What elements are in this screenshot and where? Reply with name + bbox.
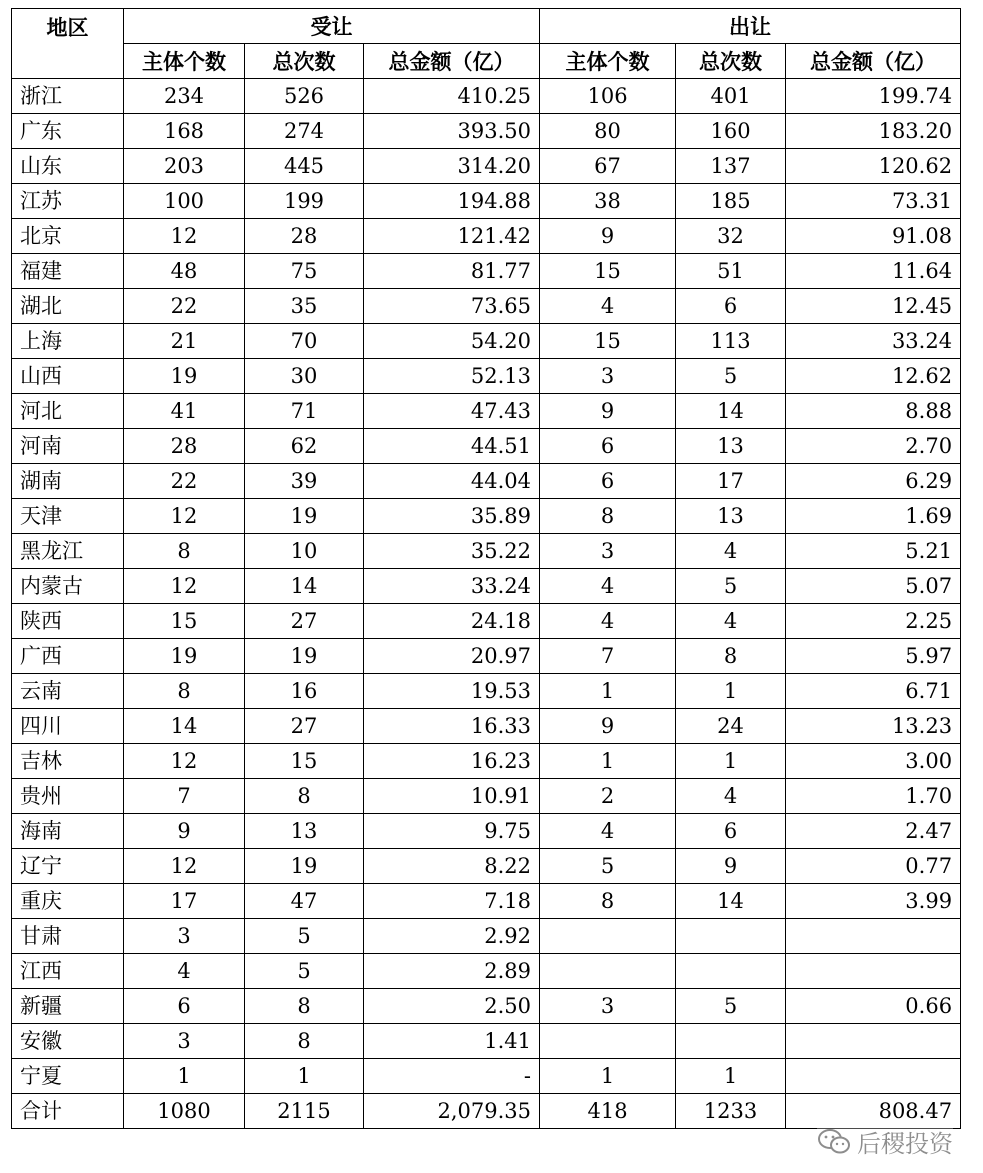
cell-out-entities: 106 xyxy=(540,79,676,114)
cell-out-count: 401 xyxy=(676,79,786,114)
cell-out-amount: 808.47 xyxy=(786,1094,961,1129)
watermark-text: 后稷投资 xyxy=(857,1130,953,1158)
cell-in-amount: 44.51 xyxy=(364,429,540,464)
cell-out-entities: 1 xyxy=(540,744,676,779)
cell-in-amount: 81.77 xyxy=(364,254,540,289)
cell-out-amount: 120.62 xyxy=(786,149,961,184)
table-row xyxy=(12,79,961,114)
cell-in-amount: 47.43 xyxy=(364,394,540,429)
cell-out-amount xyxy=(786,954,961,989)
cell-in-amount: 44.04 xyxy=(364,464,540,499)
table-row xyxy=(12,814,961,849)
cell-out-count: 5 xyxy=(676,359,786,394)
wechat-icon xyxy=(817,1128,851,1156)
cell-in-amount: 9.75 xyxy=(364,814,540,849)
cell-out-count: 51 xyxy=(676,254,786,289)
cell-in-count: 75 xyxy=(245,254,364,289)
table-row xyxy=(12,254,961,289)
cell-region: 河南 xyxy=(12,429,124,464)
table-row xyxy=(12,1059,961,1094)
cell-in-count: 10 xyxy=(245,534,364,569)
cell-in-amount: 121.42 xyxy=(364,219,540,254)
cell-out-count: 17 xyxy=(676,464,786,499)
cell-in-amount: 2,079.35 xyxy=(364,1094,540,1129)
cell-region: 宁夏 xyxy=(12,1059,124,1094)
cell-out-amount: 11.64 xyxy=(786,254,961,289)
table-row xyxy=(12,989,961,1024)
table-row xyxy=(12,674,961,709)
cell-region: 合计 xyxy=(12,1094,124,1129)
cell-region: 重庆 xyxy=(12,884,124,919)
cell-in-amount: 52.13 xyxy=(364,359,540,394)
cell-out-entities: 3 xyxy=(540,534,676,569)
header-row-columns xyxy=(12,44,961,79)
cell-out-count: 1 xyxy=(676,744,786,779)
cell-region: 天津 xyxy=(12,499,124,534)
cell-in-count: 526 xyxy=(245,79,364,114)
cell-in-count: 13 xyxy=(245,814,364,849)
cell-in-entities: 3 xyxy=(124,1024,245,1059)
cell-out-count: 137 xyxy=(676,149,786,184)
cell-out-amount: 2.25 xyxy=(786,604,961,639)
table-row xyxy=(12,569,961,604)
cell-out-amount: 5.07 xyxy=(786,569,961,604)
cell-out-amount: 2.70 xyxy=(786,429,961,464)
cell-out-amount: 73.31 xyxy=(786,184,961,219)
table-row xyxy=(12,534,961,569)
cell-out-count: 113 xyxy=(676,324,786,359)
cell-out-count: 1233 xyxy=(676,1094,786,1129)
cell-region: 河北 xyxy=(12,394,124,429)
cell-out-entities: 4 xyxy=(540,289,676,324)
table-row xyxy=(12,884,961,919)
cell-out-amount: 6.71 xyxy=(786,674,961,709)
table-row xyxy=(12,464,961,499)
cell-in-amount: 7.18 xyxy=(364,884,540,919)
cell-out-count: 6 xyxy=(676,814,786,849)
cell-in-amount: 314.20 xyxy=(364,149,540,184)
cell-in-amount: 393.50 xyxy=(364,114,540,149)
header-out-amount: 总金额（亿） xyxy=(786,44,961,79)
header-out-entities: 主体个数 xyxy=(540,44,676,79)
cell-out-amount xyxy=(786,1024,961,1059)
cell-out-entities: 6 xyxy=(540,464,676,499)
table-row xyxy=(12,149,961,184)
cell-out-amount: 6.29 xyxy=(786,464,961,499)
cell-in-amount: 33.24 xyxy=(364,569,540,604)
cell-in-entities: 1 xyxy=(124,1059,245,1094)
header-out-count: 总次数 xyxy=(676,44,786,79)
cell-out-amount: 8.88 xyxy=(786,394,961,429)
cell-region: 北京 xyxy=(12,219,124,254)
table-row xyxy=(12,114,961,149)
cell-out-entities: 6 xyxy=(540,429,676,464)
cell-in-count: 8 xyxy=(245,1024,364,1059)
cell-out-amount: 199.74 xyxy=(786,79,961,114)
table-row xyxy=(12,709,961,744)
cell-in-count: 445 xyxy=(245,149,364,184)
cell-in-entities: 22 xyxy=(124,464,245,499)
cell-in-amount: 16.23 xyxy=(364,744,540,779)
cell-out-entities: 4 xyxy=(540,604,676,639)
cell-region: 黑龙江 xyxy=(12,534,124,569)
cell-out-amount xyxy=(786,919,961,954)
cell-in-entities: 168 xyxy=(124,114,245,149)
table-row xyxy=(12,289,961,324)
table-row xyxy=(12,604,961,639)
cell-in-amount: 35.89 xyxy=(364,499,540,534)
cell-in-amount: 2.89 xyxy=(364,954,540,989)
cell-in-count: 5 xyxy=(245,954,364,989)
table-body xyxy=(12,79,961,1129)
cell-out-count: 32 xyxy=(676,219,786,254)
cell-in-count: 2115 xyxy=(245,1094,364,1129)
cell-region: 新疆 xyxy=(12,989,124,1024)
cell-out-entities: 38 xyxy=(540,184,676,219)
cell-out-count xyxy=(676,1024,786,1059)
cell-out-amount: 13.23 xyxy=(786,709,961,744)
cell-out-amount: 12.62 xyxy=(786,359,961,394)
table-row xyxy=(12,429,961,464)
cell-in-entities: 28 xyxy=(124,429,245,464)
cell-out-entities: 5 xyxy=(540,849,676,884)
cell-out-entities: 9 xyxy=(540,219,676,254)
cell-out-entities: 3 xyxy=(540,359,676,394)
cell-in-entities: 48 xyxy=(124,254,245,289)
cell-in-amount: 35.22 xyxy=(364,534,540,569)
table-row xyxy=(12,184,961,219)
cell-in-entities: 41 xyxy=(124,394,245,429)
table-row xyxy=(12,639,961,674)
cell-in-entities: 19 xyxy=(124,639,245,674)
cell-in-entities: 12 xyxy=(124,849,245,884)
cell-out-count: 5 xyxy=(676,569,786,604)
cell-in-amount: 73.65 xyxy=(364,289,540,324)
cell-in-entities: 12 xyxy=(124,569,245,604)
cell-out-entities xyxy=(540,1024,676,1059)
cell-region: 江苏 xyxy=(12,184,124,219)
cell-out-entities: 1 xyxy=(540,1059,676,1094)
cell-region: 陕西 xyxy=(12,604,124,639)
header-in-entities: 主体个数 xyxy=(124,44,245,79)
table-row xyxy=(12,394,961,429)
cell-in-count: 19 xyxy=(245,849,364,884)
cell-in-entities: 8 xyxy=(124,534,245,569)
cell-region: 江西 xyxy=(12,954,124,989)
table-row xyxy=(12,219,961,254)
cell-out-count: 1 xyxy=(676,674,786,709)
cell-out-entities: 80 xyxy=(540,114,676,149)
cell-in-count: 1 xyxy=(245,1059,364,1094)
cell-out-count: 8 xyxy=(676,639,786,674)
cell-in-count: 19 xyxy=(245,499,364,534)
cell-region: 贵州 xyxy=(12,779,124,814)
cell-in-entities: 12 xyxy=(124,744,245,779)
cell-out-count: 6 xyxy=(676,289,786,324)
cell-in-amount: 194.88 xyxy=(364,184,540,219)
cell-in-count: 199 xyxy=(245,184,364,219)
cell-in-count: 27 xyxy=(245,709,364,744)
cell-in-count: 62 xyxy=(245,429,364,464)
cell-out-amount xyxy=(786,1059,961,1094)
cell-region: 山东 xyxy=(12,149,124,184)
cell-in-entities: 100 xyxy=(124,184,245,219)
cell-in-count: 8 xyxy=(245,779,364,814)
cell-in-amount: 1.41 xyxy=(364,1024,540,1059)
cell-in-entities: 8 xyxy=(124,674,245,709)
cell-in-entities: 9 xyxy=(124,814,245,849)
cell-region: 云南 xyxy=(12,674,124,709)
cell-region: 上海 xyxy=(12,324,124,359)
header-row-groups xyxy=(12,9,961,44)
cell-out-entities: 1 xyxy=(540,674,676,709)
cell-out-entities: 3 xyxy=(540,989,676,1024)
cell-out-amount: 3.00 xyxy=(786,744,961,779)
cell-out-count: 14 xyxy=(676,884,786,919)
cell-in-count: 30 xyxy=(245,359,364,394)
cell-out-amount: 33.24 xyxy=(786,324,961,359)
region-transfer-table xyxy=(11,8,961,1129)
header-region: 地区 xyxy=(12,9,124,79)
table-row xyxy=(12,324,961,359)
cell-in-entities: 15 xyxy=(124,604,245,639)
cell-out-count: 160 xyxy=(676,114,786,149)
cell-out-entities: 4 xyxy=(540,569,676,604)
cell-out-entities: 7 xyxy=(540,639,676,674)
cell-in-count: 71 xyxy=(245,394,364,429)
cell-out-entities: 8 xyxy=(540,499,676,534)
cell-region: 湖南 xyxy=(12,464,124,499)
cell-in-count: 39 xyxy=(245,464,364,499)
cell-in-count: 5 xyxy=(245,919,364,954)
cell-out-count: 24 xyxy=(676,709,786,744)
cell-in-count: 274 xyxy=(245,114,364,149)
cell-in-entities: 12 xyxy=(124,219,245,254)
cell-in-entities: 17 xyxy=(124,884,245,919)
cell-out-entities xyxy=(540,954,676,989)
cell-region: 内蒙古 xyxy=(12,569,124,604)
header-in-count: 总次数 xyxy=(245,44,364,79)
cell-in-count: 47 xyxy=(245,884,364,919)
cell-region: 吉林 xyxy=(12,744,124,779)
cell-out-amount: 1.70 xyxy=(786,779,961,814)
cell-region: 四川 xyxy=(12,709,124,744)
cell-out-amount: 5.21 xyxy=(786,534,961,569)
cell-out-amount: 3.99 xyxy=(786,884,961,919)
table-row xyxy=(12,359,961,394)
header-group-in: 受让 xyxy=(124,9,540,44)
cell-in-count: 35 xyxy=(245,289,364,324)
cell-region: 安徽 xyxy=(12,1024,124,1059)
cell-region: 湖北 xyxy=(12,289,124,324)
cell-region: 福建 xyxy=(12,254,124,289)
cell-out-amount: 2.47 xyxy=(786,814,961,849)
table-row xyxy=(12,954,961,989)
cell-out-count: 4 xyxy=(676,534,786,569)
table-row xyxy=(12,1024,961,1059)
cell-region: 海南 xyxy=(12,814,124,849)
cell-out-count: 13 xyxy=(676,499,786,534)
cell-in-count: 27 xyxy=(245,604,364,639)
cell-out-count xyxy=(676,919,786,954)
watermark xyxy=(817,1124,953,1159)
cell-in-entities: 234 xyxy=(124,79,245,114)
cell-in-amount: 410.25 xyxy=(364,79,540,114)
cell-in-amount: 19.53 xyxy=(364,674,540,709)
cell-region: 浙江 xyxy=(12,79,124,114)
cell-out-count: 185 xyxy=(676,184,786,219)
table-row xyxy=(12,919,961,954)
cell-in-entities: 3 xyxy=(124,919,245,954)
cell-out-count: 1 xyxy=(676,1059,786,1094)
cell-in-count: 70 xyxy=(245,324,364,359)
cell-in-entities: 7 xyxy=(124,779,245,814)
cell-in-entities: 4 xyxy=(124,954,245,989)
cell-in-amount: 2.50 xyxy=(364,989,540,1024)
cell-out-count: 5 xyxy=(676,989,786,1024)
cell-region: 辽宁 xyxy=(12,849,124,884)
cell-in-amount: 16.33 xyxy=(364,709,540,744)
cell-in-count: 15 xyxy=(245,744,364,779)
cell-in-amount: 24.18 xyxy=(364,604,540,639)
cell-out-amount: 183.20 xyxy=(786,114,961,149)
cell-out-entities: 9 xyxy=(540,709,676,744)
cell-region: 广东 xyxy=(12,114,124,149)
cell-out-entities: 2 xyxy=(540,779,676,814)
cell-out-count: 4 xyxy=(676,604,786,639)
header-in-amount: 总金额（亿） xyxy=(364,44,540,79)
cell-in-amount: 54.20 xyxy=(364,324,540,359)
cell-in-amount: 8.22 xyxy=(364,849,540,884)
cell-in-amount: - xyxy=(364,1059,540,1094)
cell-out-count: 4 xyxy=(676,779,786,814)
cell-out-amount: 0.66 xyxy=(786,989,961,1024)
cell-in-amount: 20.97 xyxy=(364,639,540,674)
cell-out-entities: 67 xyxy=(540,149,676,184)
cell-out-amount: 5.97 xyxy=(786,639,961,674)
cell-in-amount: 10.91 xyxy=(364,779,540,814)
table-row xyxy=(12,744,961,779)
cell-in-entities: 203 xyxy=(124,149,245,184)
cell-in-amount: 2.92 xyxy=(364,919,540,954)
cell-in-count: 8 xyxy=(245,989,364,1024)
cell-out-count xyxy=(676,954,786,989)
cell-out-amount: 12.45 xyxy=(786,289,961,324)
cell-out-count: 9 xyxy=(676,849,786,884)
cell-in-count: 14 xyxy=(245,569,364,604)
table-row xyxy=(12,499,961,534)
cell-region: 甘肃 xyxy=(12,919,124,954)
cell-out-entities: 418 xyxy=(540,1094,676,1129)
cell-out-entities: 9 xyxy=(540,394,676,429)
cell-out-amount: 91.08 xyxy=(786,219,961,254)
header-group-out: 出让 xyxy=(540,9,961,44)
cell-out-amount: 1.69 xyxy=(786,499,961,534)
cell-out-count: 14 xyxy=(676,394,786,429)
cell-out-entities: 15 xyxy=(540,254,676,289)
cell-out-count: 13 xyxy=(676,429,786,464)
cell-in-entities: 6 xyxy=(124,989,245,1024)
table-row xyxy=(12,849,961,884)
cell-region: 广西 xyxy=(12,639,124,674)
cell-in-count: 19 xyxy=(245,639,364,674)
cell-out-entities: 15 xyxy=(540,324,676,359)
cell-out-entities xyxy=(540,919,676,954)
cell-out-entities: 8 xyxy=(540,884,676,919)
cell-in-entities: 14 xyxy=(124,709,245,744)
table-row xyxy=(12,779,961,814)
cell-out-entities: 4 xyxy=(540,814,676,849)
cell-out-amount: 0.77 xyxy=(786,849,961,884)
cell-in-entities: 21 xyxy=(124,324,245,359)
cell-in-count: 16 xyxy=(245,674,364,709)
cell-region: 山西 xyxy=(12,359,124,394)
cell-in-count: 28 xyxy=(245,219,364,254)
cell-in-entities: 22 xyxy=(124,289,245,324)
cell-in-entities: 12 xyxy=(124,499,245,534)
cell-in-entities: 1080 xyxy=(124,1094,245,1129)
cell-in-entities: 19 xyxy=(124,359,245,394)
